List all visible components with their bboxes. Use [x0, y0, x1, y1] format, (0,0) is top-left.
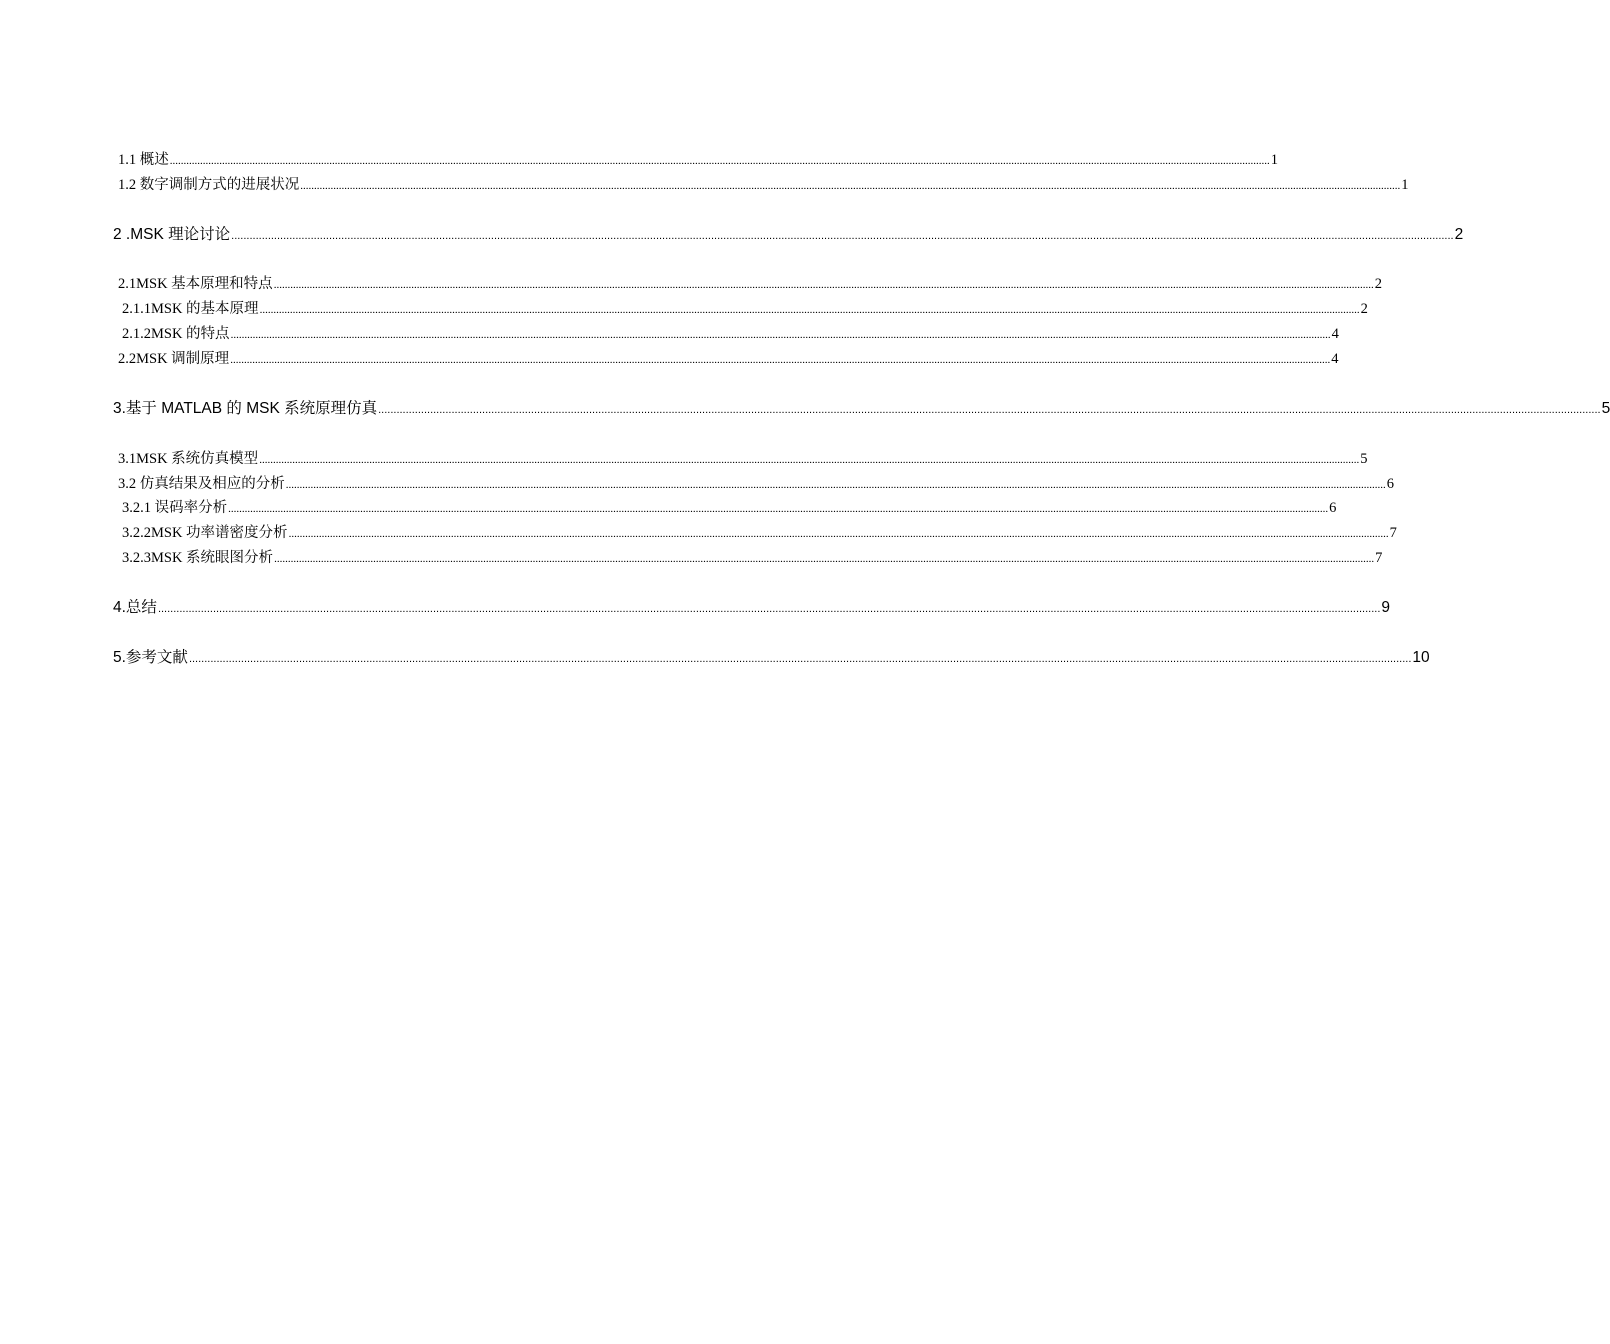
toc-leader-dots: ................................................................................................................................................................................................................................................................................................................................................................................................................ — [157, 603, 1381, 615]
toc-entry — [122, 324, 1339, 344]
toc-leader-dots: ................................................................................................................................................................................................................................................................................................................................................................................................................ — [259, 454, 1360, 466]
toc-entry-title: 2.1.1MSK 的基本原理 — [122, 301, 259, 317]
toc-leader-dots: ................................................................................................................................................................................................................................................................................................................................................................................................................ — [274, 553, 1375, 565]
toc-leader-dots: ................................................................................................................................................................................................................................................................................................................................................................................................................ — [300, 180, 1401, 192]
toc-entry-title: 1.1 概述 — [118, 152, 169, 168]
toc-entry-page: 7 — [1375, 550, 1383, 566]
toc-entry-title: 3.2.2MSK 功率谱密度分析 — [122, 525, 288, 541]
toc-entry — [113, 224, 1464, 246]
toc-entry — [113, 398, 1610, 420]
toc-entry-title: 3.2.1 误码率分析 — [122, 500, 228, 516]
toc-entry-title: 4.总结 — [113, 599, 157, 616]
toc-leader-dots: ................................................................................................................................................................................................................................................................................................................................................................................................................ — [231, 230, 1454, 242]
toc-leader-dots: ................................................................................................................................................................................................................................................................................................................................................................................................................ — [228, 503, 1329, 515]
toc-entry-title: 3.1MSK 系统仿真模型 — [118, 451, 259, 467]
toc-leader-dots: ................................................................................................................................................................................................................................................................................................................................................................................................................ — [169, 155, 1270, 167]
toc-entry-title: 2 .MSK 理论讨论 — [113, 226, 231, 243]
toc-leader-dots: ................................................................................................................................................................................................................................................................................................................................................................................................................ — [259, 304, 1360, 316]
toc-entry-title: 2.2MSK 调制原理 — [118, 351, 230, 367]
toc-entry — [118, 349, 1339, 369]
toc-entry-title: 2.1.2MSK 的特点 — [122, 326, 230, 342]
toc-entry-title: 3.2.3MSK 系统眼图分析 — [122, 550, 274, 566]
toc-entry-page: 4 — [1331, 351, 1339, 367]
toc-entry — [113, 647, 1430, 669]
toc-leader-dots: ................................................................................................................................................................................................................................................................................................................................................................................................................ — [188, 653, 1412, 665]
toc-entry-title: 5.参考文献 — [113, 649, 188, 666]
toc-leader-dots: ................................................................................................................................................................................................................................................................................................................................................................................................................ — [230, 354, 1331, 366]
toc-leader-dots: ................................................................................................................................................................................................................................................................................................................................................................................................................ — [230, 329, 1331, 341]
toc-entry-page: 2 — [1360, 301, 1368, 317]
toc-entry-page: 1 — [1270, 152, 1278, 168]
toc-entry — [118, 474, 1394, 494]
toc-entry — [122, 299, 1368, 319]
toc-entry-page: 1 — [1401, 177, 1409, 193]
toc-entry — [118, 150, 1278, 170]
toc-entry-title: 1.2 数字调制方式的进展状况 — [118, 177, 300, 193]
toc-entry — [122, 548, 1383, 568]
toc-entry-page: 2 — [1374, 276, 1382, 292]
toc-entry-title: 3.2 仿真结果及相应的分析 — [118, 476, 285, 492]
toc-entry-title: 3.基于 MATLAB 的 MSK 系统原理仿真 — [113, 400, 378, 417]
toc-leader-dots: ................................................................................................................................................................................................................................................................................................................................................................................................................ — [285, 479, 1386, 491]
toc-entry-page: 5 — [1601, 400, 1610, 417]
toc-entry-page: 9 — [1381, 599, 1391, 616]
toc-entry-page: 2 — [1454, 226, 1464, 243]
toc-entry-page: 4 — [1331, 326, 1339, 342]
toc-entry-page: 6 — [1386, 476, 1394, 492]
toc-entry — [118, 175, 1409, 195]
toc-leader-dots: ................................................................................................................................................................................................................................................................................................................................................................................................................ — [378, 404, 1601, 416]
toc-entry — [118, 274, 1382, 294]
toc-entry-page: 10 — [1412, 649, 1430, 666]
toc-entry — [113, 597, 1391, 619]
toc-entry — [118, 449, 1368, 469]
toc-entry-page: 6 — [1329, 500, 1337, 516]
toc-leader-dots: ................................................................................................................................................................................................................................................................................................................................................................................................................ — [288, 528, 1389, 540]
toc-entry — [122, 498, 1337, 518]
toc-entry — [122, 523, 1397, 543]
toc-leader-dots: ................................................................................................................................................................................................................................................................................................................................................................................................................ — [273, 279, 1374, 291]
toc-entry-page: 7 — [1389, 525, 1397, 541]
toc-entry-page: 5 — [1360, 451, 1368, 467]
toc-entry-title: 2.1MSK 基本原理和特点 — [118, 276, 273, 292]
